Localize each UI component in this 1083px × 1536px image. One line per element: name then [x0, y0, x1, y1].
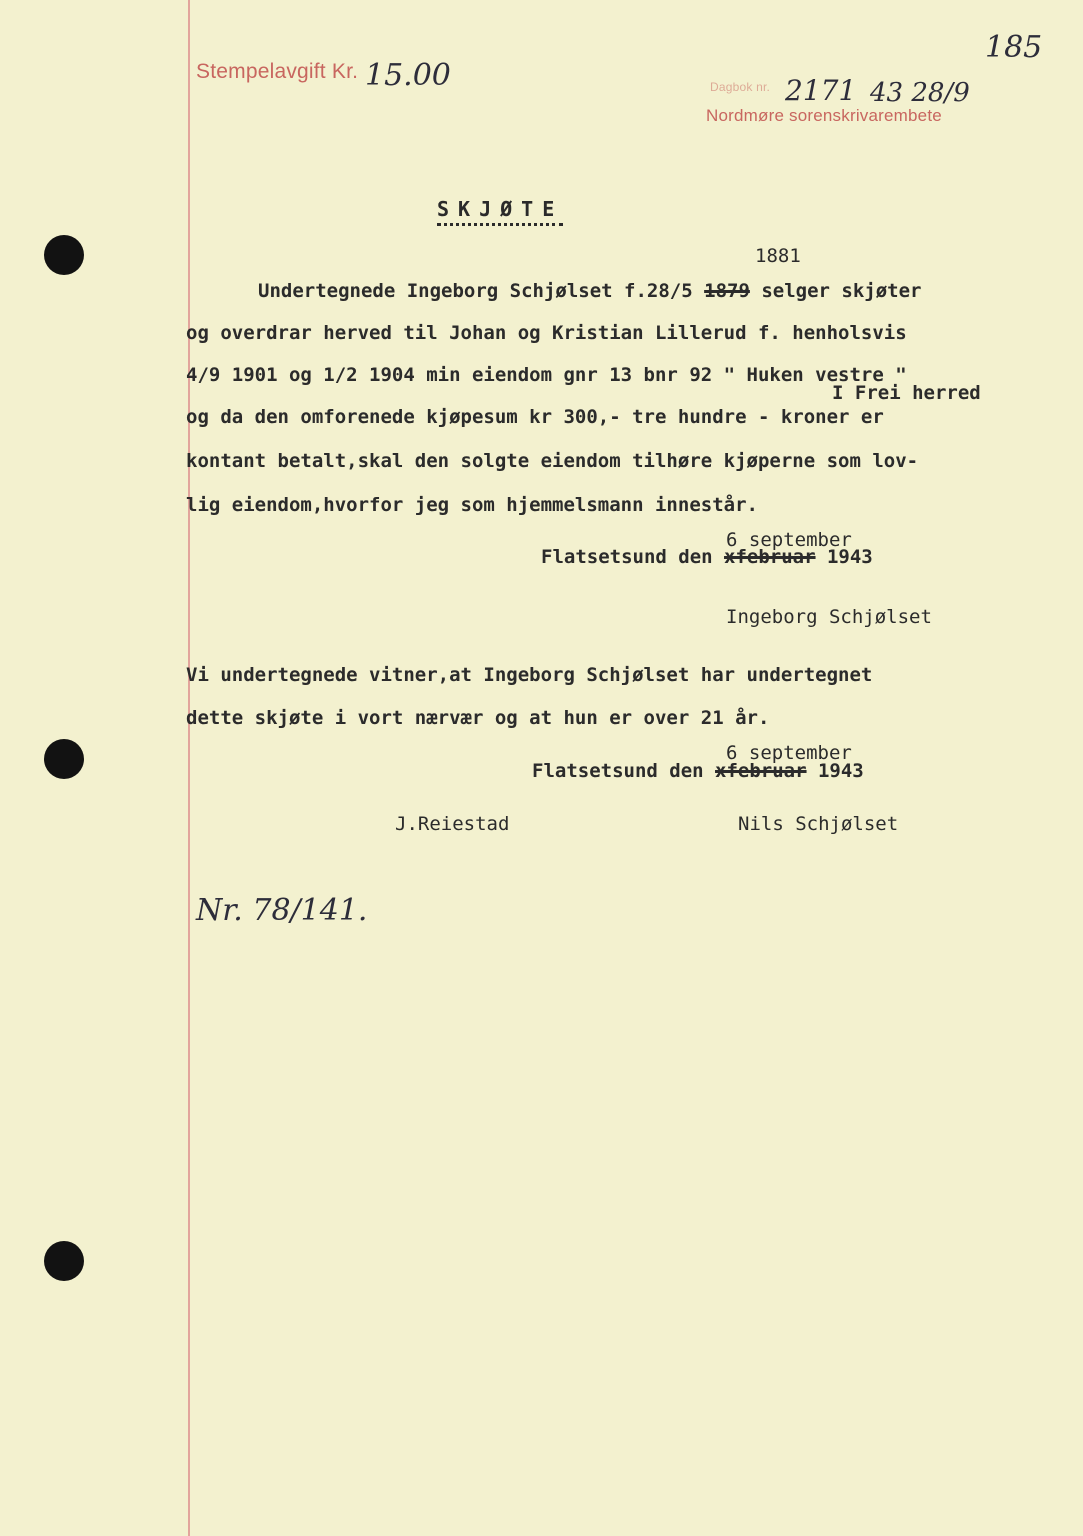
- punch-hole: [44, 1241, 84, 1281]
- dagbok-number: 2171: [785, 74, 857, 107]
- date-1-insert: 6 september: [726, 529, 852, 551]
- body-line-3-insert: I Frei herred: [832, 382, 981, 404]
- year-correction: 1881: [755, 245, 801, 267]
- body-line-6: lig eiendom,hvorfor jeg som hjemmelsmann innestår.: [186, 494, 758, 516]
- page-number: 185: [985, 30, 1043, 65]
- body-line-4: og da den omforenede kjøpesum kr 300,- tre hundre - kroner er: [186, 406, 884, 428]
- stamp-fee-value: 15.00: [365, 58, 451, 93]
- date-2: Flatsetsund den xfebruar 1943: [532, 760, 864, 782]
- punch-hole: [44, 235, 84, 275]
- office-stamp: Nordmøre sorenskrivarembete: [706, 106, 942, 125]
- date-2-insert: 6 september: [726, 742, 852, 764]
- stamp-fee-label: Stempelavgift Kr.: [196, 60, 359, 83]
- witness-line-1: Vi undertegnede vitner,at Ingeborg Schjølset har undertegnet: [186, 664, 873, 686]
- body-line-1: Undertegnede Ingeborg Schjølset f.28/5 1879 selger skjøter: [258, 280, 922, 302]
- dagbok-label: Dagbok nr.: [710, 80, 771, 94]
- signer-name: Ingeborg Schjølset: [726, 606, 932, 628]
- handwritten-footnote: Nr. 78/141.: [196, 893, 368, 928]
- date-1: Flatsetsund den xfebruar 1943: [541, 546, 873, 568]
- margin-line: [188, 0, 190, 1536]
- body-line-3: 4/9 1901 og 1/2 1904 min eiendom gnr 13 bnr 92 " Huken vestre ": [186, 364, 907, 386]
- document-title: SKJØTE: [437, 197, 563, 226]
- body-line-5: kontant betalt,skal den solgte eiendom tilhøre kjøperne som lov-: [186, 450, 919, 472]
- body-line-2: og overdrar herved til Johan og Kristian Lillerud f. henholsvis: [186, 322, 907, 344]
- punch-hole: [44, 739, 84, 779]
- witness-line-2: dette skjøte i vort nærvær og at hun er over 21 år.: [186, 707, 770, 729]
- witness-name-left: J.Reiestad: [395, 813, 510, 835]
- witness-name-right: Nils Schjølset: [738, 813, 899, 835]
- dagbok-date: 43 28/9: [870, 78, 970, 108]
